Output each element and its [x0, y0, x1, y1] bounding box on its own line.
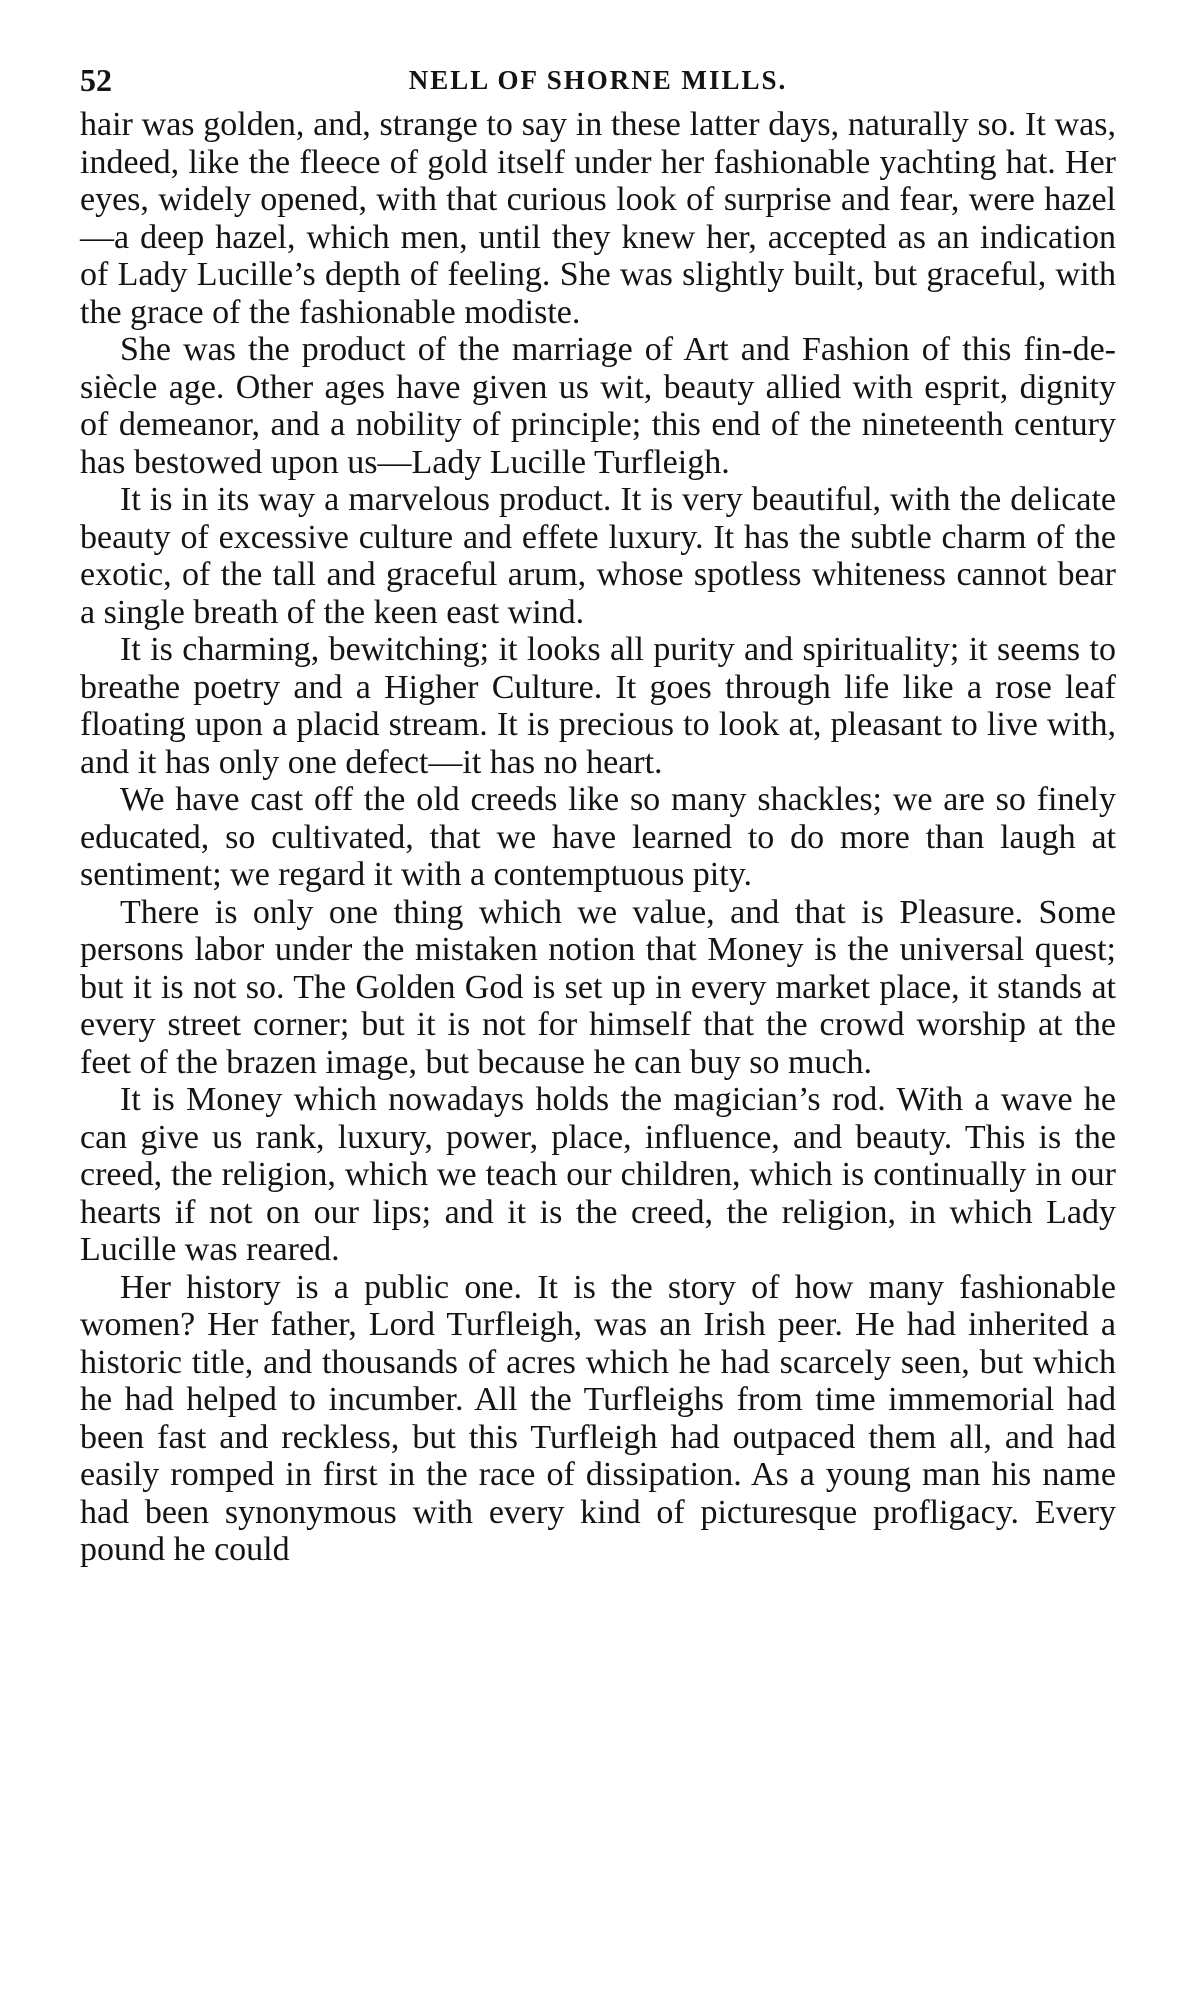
running-head [80, 60, 1116, 100]
paragraph: Her history is a public one. It is the story of how many fashionable women? Her father, Lord Turfleigh, was an Irish peer. He had inherited a historic title, and thousands of acres which he had scarcely seen, but which he had helped to incumber. All the Turfleighs from time immemorial had been fast and reckless, but this Turfleigh had outpaced them all, and had easily romped in first in the race of dissipation. As a young man his name had been synonymous with every kind of picturesque profligacy. Every pound he could [80, 1268, 1116, 1568]
paragraph: We have cast off the old creeds like so many shackles; we are so finely educated, so cultivated, that we have learned to do more than laugh at sentiment; we regard it with a contemptuous pity. [80, 781, 1116, 893]
book-title: NELL OF SHORNE MILLS. [408, 65, 788, 95]
paragraph: It is in its way a marvelous product. It is very beautiful, with the delicate beauty of excessive culture and effete luxury. It has the subtle charm of the exotic, of the tall and graceful arum, whose spotless whiteness cannot bear a single breath of the keen east wind. [80, 481, 1116, 631]
page-number: 52 [80, 62, 112, 98]
paragraph: It is charming, bewitching; it looks all purity and spirituality; it seems to breathe poetry and a Higher Culture. It goes through life like a rose leaf floating upon a placid stream. It is precious to look at, pleasant to live with, and it has only one defect—it has no heart. [80, 631, 1116, 781]
paragraph: There is only one thing which we value, and that is Pleasure. Some persons labor under the mistaken notion that Money is the universal quest; but it is not so. The Golden God is set up in every market place, it stands at every street corner; but it is not for himself that the crowd worship at the feet of the brazen image, but because he can buy so much. [80, 893, 1116, 1081]
paragraph: hair was golden, and, strange to say in these latter days, naturally so. It was, indeed, like the fleece of gold itself under her fashionable yachting hat. Her eyes, widely opened, with that curious look of surprise and fear, were hazel—a deep hazel, which men, until they knew her, accepted as an indication of Lady Lucille’s depth of feeling. She was slightly built, but graceful, with the grace of the fashionable modiste. [80, 106, 1116, 331]
book-page [80, 60, 1116, 1569]
paragraph: It is Money which nowadays holds the magician’s rod. With a wave he can give us rank, luxury, power, place, influence, and beauty. This is the creed, the religion, which we teach our children, which is continually in our hearts if not on our lips; and it is the creed, the religion, in which Lady Lucille was reared. [80, 1081, 1116, 1268]
text-body [80, 106, 1116, 1569]
paragraph: She was the product of the marriage of Art and Fashion of this fin-de-siècle age. Other ages have given us wit, beauty allied with esprit, dignity of demeanor, and a nobility of principle; this end of the nineteenth century has bestowed upon us—Lady Lucille Turfleigh. [80, 331, 1116, 481]
